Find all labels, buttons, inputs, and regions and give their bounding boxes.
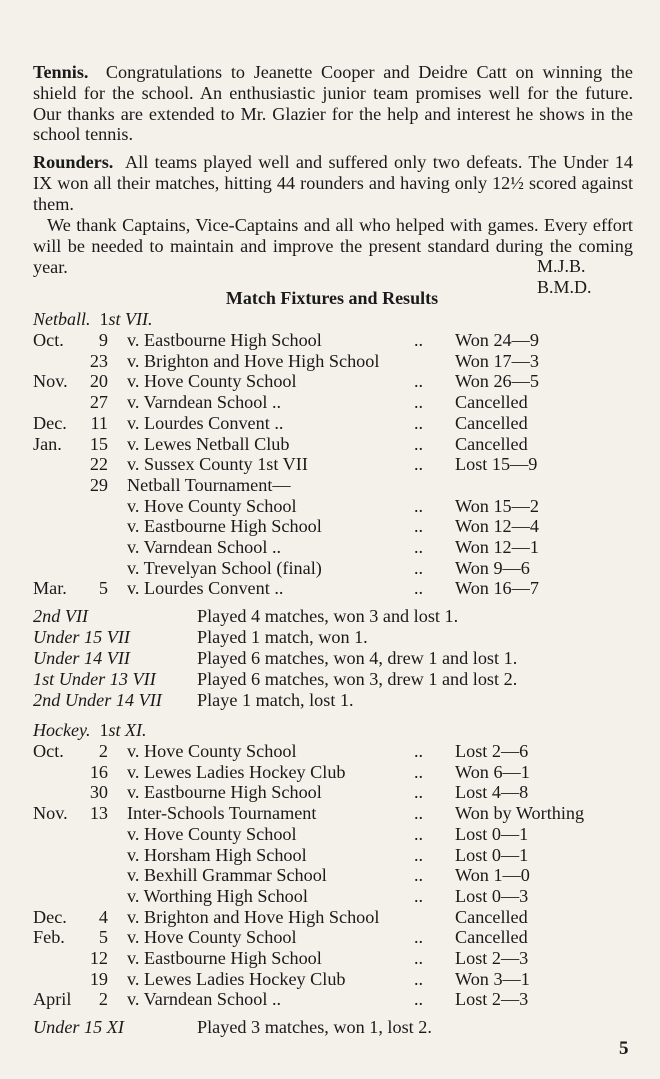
fixture-day: 16 xyxy=(89,761,108,782)
fixture-opponent: v. Lewes Ladies Hockey Club xyxy=(127,968,346,989)
rounders-paragraph xyxy=(33,152,633,214)
fixture-leader: .. xyxy=(414,578,424,599)
fixture-opponent: v. Eastbourne High School xyxy=(127,330,322,350)
fixture-day: 2 xyxy=(98,741,108,761)
fixture-result: Cancelled xyxy=(455,433,528,454)
summary-text: Playe 1 match, lost 1. xyxy=(197,690,354,710)
fixture-row xyxy=(0,845,660,866)
summary-text: Played 3 matches, won 1, lost 2. xyxy=(197,1017,432,1037)
summary-row xyxy=(0,606,660,627)
fixture-result: Lost 2—3 xyxy=(455,989,529,1010)
fixture-leader: .. xyxy=(414,741,424,761)
summary-row xyxy=(0,690,660,711)
fixture-row xyxy=(0,371,660,392)
fixture-leader: .. xyxy=(414,803,424,824)
netball-team-rest: VII. xyxy=(120,309,153,329)
fixture-day: 15 xyxy=(89,433,108,454)
fixture-opponent: v. Varndean School .. xyxy=(127,392,282,413)
fixture-day: 5 xyxy=(98,578,108,599)
fixture-day: 23 xyxy=(89,350,108,371)
fixture-result: Lost 15—9 xyxy=(455,454,538,475)
fixture-leader: .. xyxy=(414,823,424,844)
fixture-month: Dec. xyxy=(33,412,67,433)
fixture-day: 30 xyxy=(89,782,108,803)
fixture-month: Feb. xyxy=(33,927,65,948)
tennis-paragraph xyxy=(33,62,633,145)
fixture-row xyxy=(0,392,660,413)
fixture-leader: .. xyxy=(414,330,424,350)
fixture-row xyxy=(0,413,660,434)
fixture-opponent: v. Lewes Ladies Hockey Club xyxy=(127,761,346,782)
rounders-title: Rounders. xyxy=(33,152,114,172)
summary-team: 2nd Under 14 VII xyxy=(33,690,162,710)
fixture-row xyxy=(0,454,660,475)
fixture-result: Cancelled xyxy=(455,392,528,413)
thanks-text: We thank Captains, Vice-Captains and all who helped with games. Every effort will be needed to maintain and improve the present standard during the coming year. xyxy=(33,215,633,277)
fixture-leader: .. xyxy=(414,433,424,454)
signature-1: M.J.B. xyxy=(537,256,586,276)
fixture-opponent: v. Brighton and Hove High School xyxy=(127,350,380,371)
fixture-row xyxy=(0,330,660,351)
fixture-opponent: v. Eastbourne High School xyxy=(127,948,322,968)
fixture-result: Won 16—7 xyxy=(455,578,539,599)
fixture-result: Won 12—4 xyxy=(455,516,539,537)
fixture-leader: .. xyxy=(414,844,424,865)
fixture-opponent: v. Worthing High School xyxy=(127,885,308,906)
fixture-result: Won 3—1 xyxy=(455,968,530,989)
signature-2: B.M.D. xyxy=(537,277,592,297)
fixture-leader: .. xyxy=(414,371,424,392)
fixture-day: 11 xyxy=(90,412,108,433)
fixture-row xyxy=(0,886,660,907)
summary-team: Under 14 VII xyxy=(33,648,130,668)
fixture-result: Lost 4—8 xyxy=(455,782,529,803)
fixture-row xyxy=(0,475,660,496)
fixture-month: Oct. xyxy=(33,330,64,350)
fixture-leader: .. xyxy=(414,454,424,475)
fixture-opponent: v. Lourdes Convent .. xyxy=(127,578,284,599)
summary-row xyxy=(0,627,660,648)
fixture-row xyxy=(0,558,660,579)
fixture-leader: .. xyxy=(414,948,424,968)
fixture-month: Nov. xyxy=(33,803,68,824)
fixture-day: 2 xyxy=(98,989,108,1010)
hockey-label: Hockey. xyxy=(33,720,91,740)
summary-row xyxy=(0,669,660,690)
fixture-result: Cancelled xyxy=(455,412,528,433)
fixture-row xyxy=(0,927,660,948)
fixture-result: Won 9—6 xyxy=(455,557,530,578)
fixture-row xyxy=(0,969,660,990)
fixture-leader: .. xyxy=(414,761,424,782)
fixture-opponent: v. Eastbourne High School xyxy=(127,516,322,537)
fixture-row xyxy=(0,762,660,783)
hockey-heading xyxy=(33,720,146,741)
fixture-result: Won 1—0 xyxy=(455,865,530,886)
fixture-result: Won by Worthing xyxy=(455,803,585,824)
fixture-day: 22 xyxy=(89,454,108,475)
fixture-opponent: v. Eastbourne High School xyxy=(127,782,322,803)
fixture-row xyxy=(0,948,660,969)
fixture-result: Lost 0—1 xyxy=(455,823,529,844)
fixture-row xyxy=(0,516,660,537)
fixture-opponent: v. Hove County School xyxy=(127,495,297,516)
fixture-day: 12 xyxy=(89,948,108,968)
fixture-row xyxy=(0,782,660,803)
hockey-team-sup: st xyxy=(108,720,121,740)
page-number: 5 xyxy=(619,1038,629,1059)
fixture-row xyxy=(0,537,660,558)
fixture-result: Won 6—1 xyxy=(455,761,530,782)
fixture-day: 20 xyxy=(89,371,108,392)
fixture-month: Oct. xyxy=(33,741,64,761)
fixture-leader: .. xyxy=(414,865,424,886)
fixture-day: 27 xyxy=(89,392,108,413)
fixture-row xyxy=(0,803,660,824)
fixture-opponent: v. Sussex County 1st VII xyxy=(127,454,308,475)
fixture-leader: .. xyxy=(414,557,424,578)
fixture-result: Cancelled xyxy=(455,906,528,927)
fixture-result: Lost 0—1 xyxy=(455,844,529,865)
fixture-result: Cancelled xyxy=(455,927,528,948)
fixture-result: Won 15—2 xyxy=(455,495,539,516)
fixture-day: 19 xyxy=(89,968,108,989)
fixture-day: 29 xyxy=(89,474,108,495)
summary-team: Under 15 VII xyxy=(33,627,130,647)
fixture-opponent: v. Hove County School xyxy=(127,823,297,844)
netball-team-sup: st xyxy=(108,309,121,329)
fixture-row xyxy=(0,865,660,886)
fixture-leader: .. xyxy=(414,968,424,989)
fixture-leader: .. xyxy=(414,989,424,1010)
fixture-leader: .. xyxy=(414,412,424,433)
netball-team-num: 1 xyxy=(99,309,109,329)
fixture-month: April xyxy=(33,989,72,1010)
summary-text: Played 4 matches, won 3 and lost 1. xyxy=(197,606,459,626)
summary-team: 2nd VII xyxy=(33,606,89,626)
fixture-opponent: v. Hove County School xyxy=(127,371,297,392)
fixture-leader: .. xyxy=(414,495,424,516)
fixture-result: Lost 2—3 xyxy=(455,948,529,968)
fixture-row xyxy=(0,989,660,1010)
fixture-result: Lost 2—6 xyxy=(455,741,529,761)
summary-text: Played 1 match, won 1. xyxy=(197,627,368,647)
fixture-month: Dec. xyxy=(33,906,67,927)
section-heading: Match Fixtures and Results xyxy=(225,288,439,308)
netball-heading xyxy=(33,309,153,330)
fixture-day: 5 xyxy=(98,927,108,948)
summary-row xyxy=(0,1017,660,1038)
fixture-row xyxy=(0,907,660,928)
fixture-day: 9 xyxy=(98,330,108,350)
fixture-opponent: v. Bexhill Grammar School xyxy=(127,865,327,886)
netball-label: Netball. xyxy=(33,309,91,329)
summary-team: 1st Under 13 VII xyxy=(33,669,156,689)
summary-text: Played 6 matches, won 4, drew 1 and lost 1. xyxy=(197,648,518,668)
hockey-team-num: 1 xyxy=(99,720,109,740)
rounders-text: All teams played well and suffered only two defeats. The Under 14 IX won all their matches, hitting 44 rounders and having only 12½ scored against them. xyxy=(33,152,633,214)
fixture-result: Won 12—1 xyxy=(455,537,539,557)
fixture-leader: .. xyxy=(414,782,424,803)
fixture-opponent: v. Lourdes Convent .. xyxy=(127,412,284,433)
fixture-opponent: v. Brighton and Hove High School xyxy=(127,906,380,927)
fixture-result: Won 17—3 xyxy=(455,350,539,371)
tennis-title: Tennis. xyxy=(33,62,89,82)
fixture-day: 4 xyxy=(98,906,108,927)
fixture-day: 13 xyxy=(89,803,108,824)
fixture-opponent: v. Varndean School .. xyxy=(127,537,282,557)
fixture-leader: .. xyxy=(414,392,424,413)
fixture-opponent: v. Lewes Netball Club xyxy=(127,433,290,454)
fixture-leader: .. xyxy=(414,516,424,537)
fixture-month: Nov. xyxy=(33,371,68,392)
fixture-row xyxy=(0,434,660,455)
fixture-month: Mar. xyxy=(33,578,67,599)
fixture-result: Lost 0—3 xyxy=(455,885,529,906)
fixture-result: Won 24—9 xyxy=(455,330,539,350)
fixture-month: Jan. xyxy=(33,433,62,454)
fixture-row xyxy=(0,496,660,517)
summary-team: Under 15 XI xyxy=(33,1017,124,1037)
summary-text: Played 6 matches, won 3, drew 1 and lost 2. xyxy=(197,669,518,689)
fixture-opponent: v. Hove County School xyxy=(127,927,297,948)
summary-row xyxy=(0,648,660,669)
hockey-team-rest: XI. xyxy=(120,720,147,740)
fixture-row xyxy=(0,351,660,372)
fixture-opponent: v. Varndean School .. xyxy=(127,989,282,1010)
fixture-leader: .. xyxy=(414,537,424,557)
fixture-row xyxy=(0,741,660,762)
fixture-leader: .. xyxy=(414,885,424,906)
fixture-opponent: Netball Tournament— xyxy=(127,474,291,495)
fixture-opponent: Inter-Schools Tournament xyxy=(127,803,317,824)
fixture-row xyxy=(0,824,660,845)
tennis-text: Congratulations to Jeanette Cooper and Deidre Catt on winning the shield for the school. An enthusiastic junior team promises well for the future. Our thanks are extended to Mr. Glazier for the help and interest he shows in the school tennis. xyxy=(33,62,634,145)
fixture-opponent: v. Horsham High School xyxy=(127,844,307,865)
fixture-opponent: v. Trevelyan School (final) xyxy=(127,557,322,578)
fixture-leader: .. xyxy=(414,927,424,948)
fixture-row xyxy=(0,578,660,599)
fixture-result: Won 26—5 xyxy=(455,371,539,392)
fixture-opponent: v. Hove County School xyxy=(127,741,297,761)
